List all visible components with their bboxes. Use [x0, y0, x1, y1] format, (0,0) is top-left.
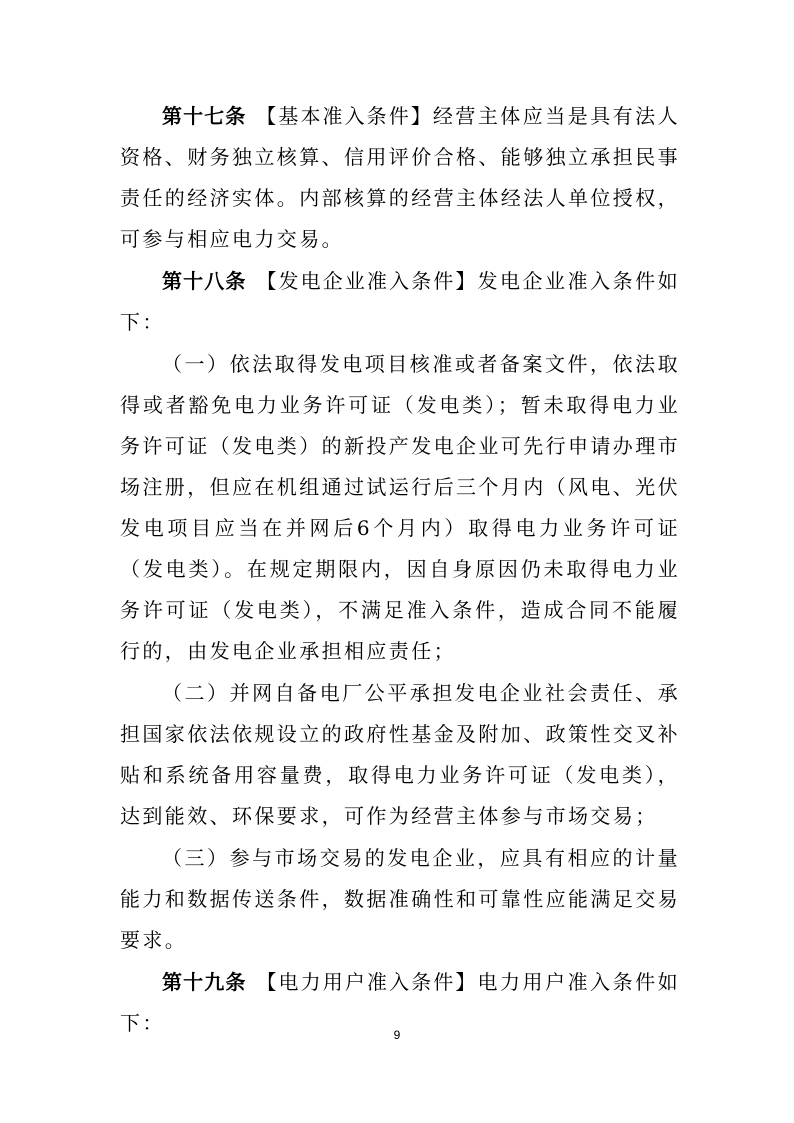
document-body: [120, 96, 680, 1045]
article-18-number: 第十八条: [162, 269, 247, 293]
article-17-title: 【基本准入条件】: [256, 104, 433, 128]
article-18-item-3: （三）参与市场交易的发电企业，应具有相应的计量能力和数据传送条件，数据准确性和可靠性应能满足交易要求。: [120, 846, 680, 952]
article-19-text: 电力用户准入条件如下：: [120, 970, 681, 1035]
article-17: [120, 96, 680, 260]
article-17-number: 第十七条: [162, 104, 247, 128]
article-18: [120, 261, 680, 343]
article-18-item-1: （一）依法取得发电项目核准或者备案文件，依法取得或者豁免电力业务许可证（发电类）；暂未取得电力业务许可证（发电类）的新投产发电企业可先行申请办理市场注册，但应在机组通过试运行后三个月内（风电、光伏发电项目应当在并网后6个月内）取得电力业务许可证（发电类）。在规定期限内，因自身原因仍未取得电力业务许可证（发电类），不满足准入条件，造成合同不能履行的，由发电企业承担相应责任；: [120, 352, 680, 663]
article-19-number: 第十九条: [162, 970, 247, 994]
page-number: 9: [393, 1028, 401, 1042]
article-18-title: 【发电企业准入条件】: [256, 269, 478, 293]
article-18-item-2: （二）并网自备电厂公平承担发电企业社会责任、承担国家依法依规设立的政府性基金及附加、政策性交叉补贴和系统备用容量费，取得电力业务许可证（发电类），达到能效、环保要求，可作为经营主体参与市场交易；: [120, 681, 680, 828]
article-18-text: 发电企业准入条件如下：: [120, 269, 681, 334]
article-19-title: 【电力用户准入条件】: [256, 970, 478, 994]
article-17-text: 经营主体应当是具有法人资格、财务独立核算、信用评价合格、能够独立承担民事责任的经济实体。内部核算的经营主体经法人单位授权，可参与相应电力交易。: [120, 104, 681, 251]
